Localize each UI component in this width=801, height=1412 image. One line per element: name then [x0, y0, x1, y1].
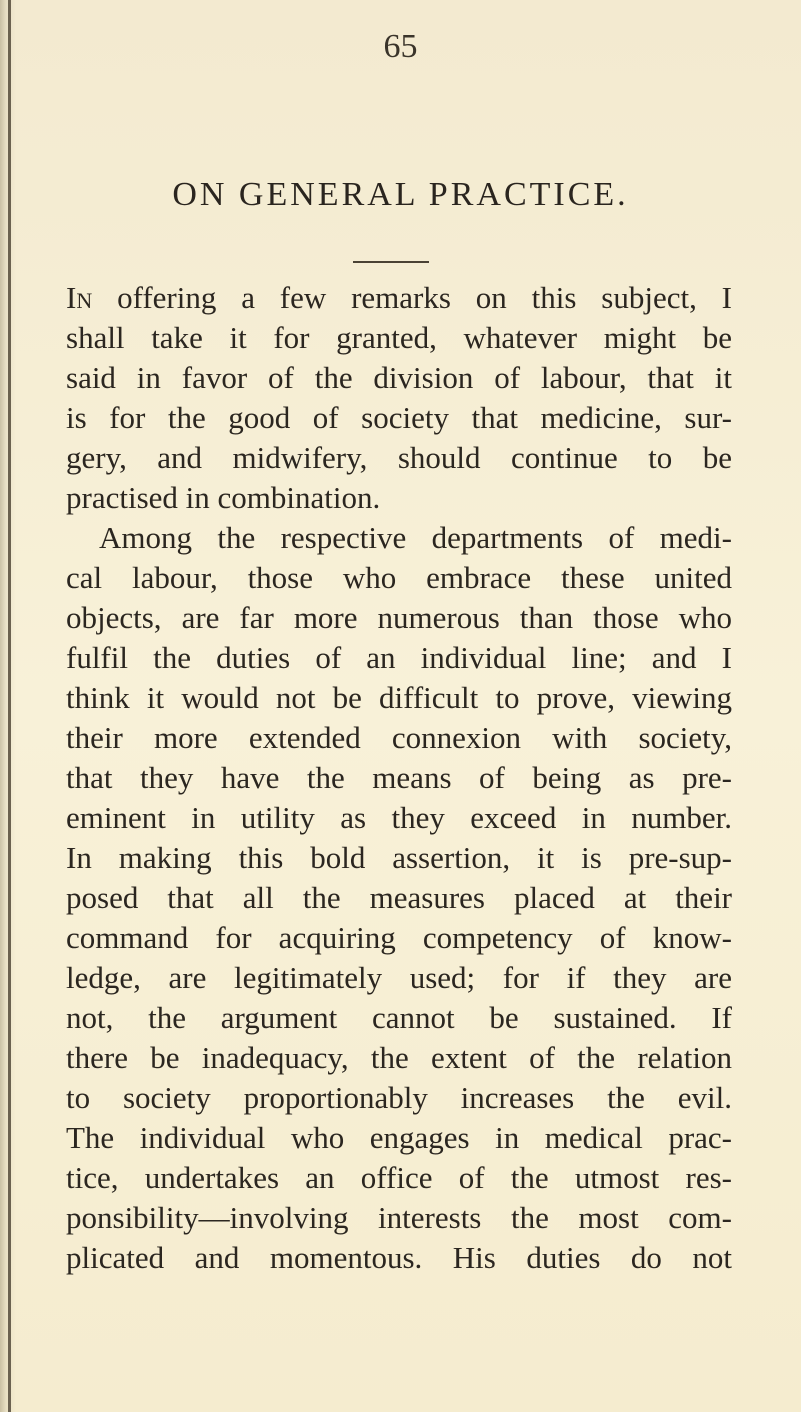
text-line: ponsibility—involving interests the most com- [66, 1200, 732, 1235]
text-line: not, the argument cannot be sustained. If [66, 1000, 732, 1035]
chapter-heading: ON GENERAL PRACTICE. [172, 176, 629, 213]
text-line: posed that all the measures placed at their [66, 880, 732, 915]
text-line: fulfil the duties of an individual line; and I [66, 640, 732, 675]
page-number: 65 [383, 28, 418, 65]
text-line: command for acquiring competency of know- [66, 920, 732, 955]
drop-word: In [66, 280, 93, 315]
body-text [66, 278, 732, 1278]
text-line: tice, undertakes an office of the utmost res- [66, 1160, 732, 1195]
text-line: their more extended connexion with society, [66, 720, 732, 755]
text-line: In making this bold assertion, it is pre-sup- [66, 840, 732, 875]
text-line: shall take it for granted, whatever might be [66, 320, 732, 355]
text-line: ledge, are legitimately used; for if they are [66, 960, 732, 995]
text-line: there be inadequacy, the extent of the relation [66, 1040, 732, 1075]
text-line: cal labour, those who embrace these united [66, 560, 732, 595]
text-line: objects, are far more numerous than those who [66, 600, 732, 635]
text-line: Among the respective departments of medi- [99, 520, 732, 555]
text-line: eminent in utility as they exceed in number. [66, 800, 732, 835]
text-line: gery, and midwifery, should continue to be [66, 440, 732, 475]
text-line-content: offering a few remarks on this subject, I [92, 280, 732, 315]
text-line: to society proportionably increases the evil. [66, 1080, 732, 1115]
text-line: plicated and momentous. His duties do not [66, 1240, 732, 1275]
heading-rule [353, 261, 429, 263]
text-line: said in favor of the division of labour, that it [66, 360, 732, 395]
text-line: that they have the means of being as pre- [66, 760, 732, 795]
text-line [66, 278, 732, 318]
text-line: think it would not be difficult to prove, viewing [66, 680, 732, 715]
text-line: practised in combination. [66, 480, 381, 515]
text-line: is for the good of society that medicine, sur- [66, 400, 732, 435]
text-line: The individual who engages in medical prac- [66, 1120, 732, 1155]
